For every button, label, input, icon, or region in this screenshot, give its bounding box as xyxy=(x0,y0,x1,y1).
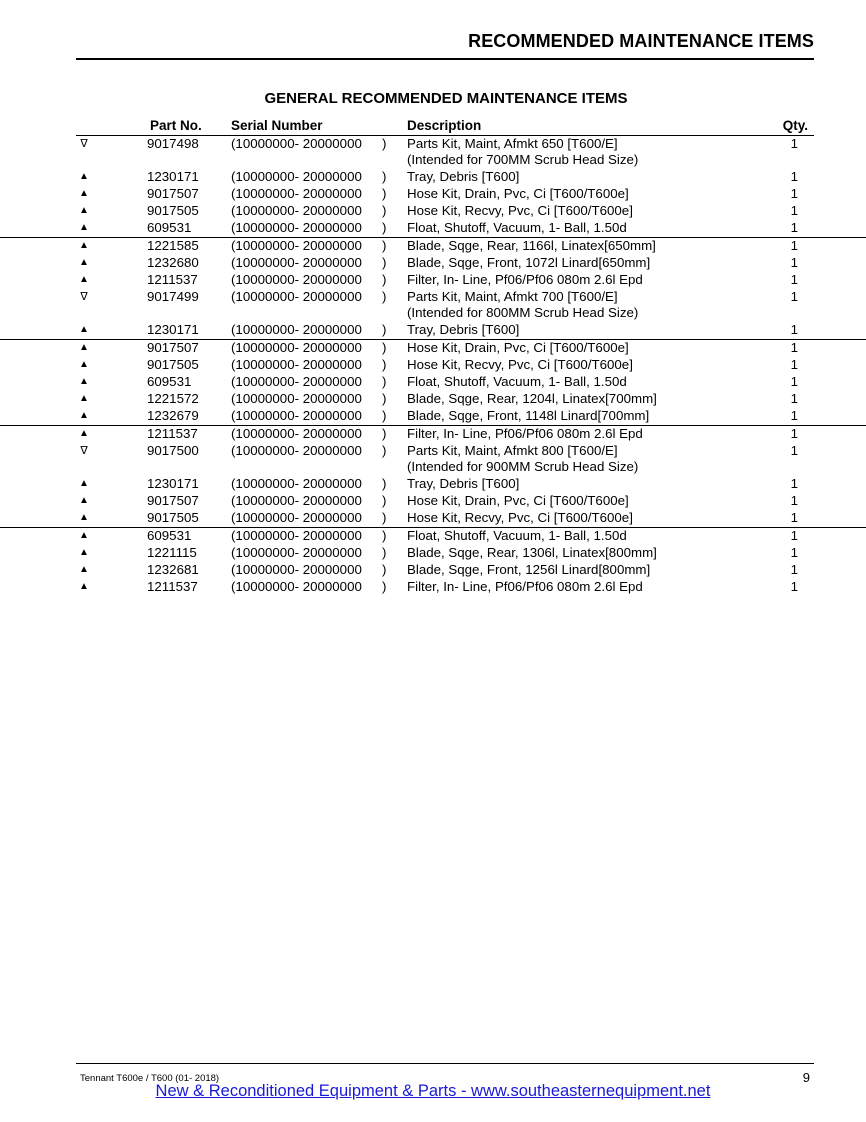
table-row xyxy=(0,545,866,562)
serial-number-range: (10000000- 20000000 xyxy=(231,528,362,543)
serial-closing-paren: ) xyxy=(382,255,387,270)
description-line: Parts Kit, Maint, Afmkt 800 [T600/E] xyxy=(407,443,618,458)
serial-closing-paren: ) xyxy=(382,493,387,508)
part-number: 609531 xyxy=(147,528,192,543)
table-row xyxy=(0,272,866,289)
serial-number-range: (10000000- 20000000 xyxy=(231,426,362,441)
part-number: 1230171 xyxy=(147,322,199,337)
row-marker: ▲ xyxy=(79,581,89,592)
serial-closing-paren: ) xyxy=(382,322,387,337)
row-marker: ▲ xyxy=(79,547,89,558)
description: Hose Kit, Recvy, Pvc, Ci [T600/T600e] xyxy=(407,203,633,218)
quantity: 1 xyxy=(790,238,798,253)
table-row xyxy=(0,391,866,408)
row-marker: ▲ xyxy=(79,205,89,216)
row-marker: ∇ xyxy=(80,138,88,150)
serial-closing-paren: ) xyxy=(382,169,387,184)
quantity: 1 xyxy=(790,203,798,218)
description-line: Parts Kit, Maint, Afmkt 700 [T600/E] xyxy=(407,289,618,304)
column-header-part-no: Part No. xyxy=(150,118,202,133)
description xyxy=(407,443,638,475)
row-marker: ▲ xyxy=(79,171,89,182)
quantity: 1 xyxy=(790,562,798,577)
page-number: 9 xyxy=(802,1070,810,1085)
serial-closing-paren: ) xyxy=(382,357,387,372)
serial-number-range: (10000000- 20000000 xyxy=(231,579,362,594)
quantity: 1 xyxy=(790,255,798,270)
serial-closing-paren: ) xyxy=(382,340,387,355)
description-line: Parts Kit, Maint, Afmkt 650 [T600/E] xyxy=(407,136,618,151)
description xyxy=(407,289,638,321)
table-row xyxy=(0,136,866,169)
table-row xyxy=(0,510,866,527)
quantity: 1 xyxy=(790,220,798,235)
part-number: 9017507 xyxy=(147,340,199,355)
row-marker: ▲ xyxy=(79,257,89,268)
serial-number-range: (10000000- 20000000 xyxy=(231,408,362,423)
table-row xyxy=(0,203,866,220)
serial-number-range: (10000000- 20000000 xyxy=(231,220,362,235)
table-row xyxy=(0,408,866,425)
serial-number-range: (10000000- 20000000 xyxy=(231,545,362,560)
row-marker: ∇ xyxy=(80,445,88,457)
serial-number-range: (10000000- 20000000 xyxy=(231,289,362,304)
serial-closing-paren: ) xyxy=(382,289,387,304)
row-marker: ▲ xyxy=(79,478,89,489)
row-marker: ▲ xyxy=(79,324,89,335)
description: Blade, Sqge, Front, 1072l Linard[650mm] xyxy=(407,255,651,270)
table-row xyxy=(0,220,866,237)
quantity: 1 xyxy=(790,579,798,594)
description: Blade, Sqge, Front, 1256l Linard[800mm] xyxy=(407,562,651,577)
description: Filter, In- Line, Pf06/Pf06 080m 2.6l Epd xyxy=(407,579,643,594)
quantity: 1 xyxy=(790,289,798,304)
footer-doc-info: Tennant T600e / T600 (01- 2018) xyxy=(80,1073,220,1084)
footer-divider xyxy=(76,1063,814,1064)
quantity: 1 xyxy=(790,510,798,525)
row-marker: ▲ xyxy=(79,564,89,575)
description: Tray, Debris [T600] xyxy=(407,169,520,184)
quantity: 1 xyxy=(790,391,798,406)
serial-closing-paren: ) xyxy=(382,408,387,423)
row-marker: ▲ xyxy=(79,428,89,439)
description: Float, Shutoff, Vacuum, 1- Ball, 1.50d xyxy=(407,528,627,543)
part-number: 1232680 xyxy=(147,255,199,270)
part-number: 9017505 xyxy=(147,357,199,372)
serial-closing-paren: ) xyxy=(382,136,387,151)
serial-number-range: (10000000- 20000000 xyxy=(231,169,362,184)
description xyxy=(407,136,638,168)
quantity: 1 xyxy=(790,322,798,337)
table-row xyxy=(0,579,866,596)
serial-closing-paren: ) xyxy=(382,220,387,235)
serial-number-range: (10000000- 20000000 xyxy=(231,562,362,577)
serial-closing-paren: ) xyxy=(382,579,387,594)
serial-closing-paren: ) xyxy=(382,186,387,201)
table-row xyxy=(0,322,866,339)
column-header-serial-number: Serial Number xyxy=(231,118,323,133)
description: Blade, Sqge, Front, 1148l Linard[700mm] xyxy=(407,408,650,423)
serial-number-range: (10000000- 20000000 xyxy=(231,510,362,525)
part-number: 1211537 xyxy=(147,272,198,287)
serial-number-range: (10000000- 20000000 xyxy=(231,443,362,458)
serial-number-range: (10000000- 20000000 xyxy=(231,136,362,151)
row-marker: ▲ xyxy=(79,393,89,404)
header-divider xyxy=(76,58,814,60)
table-row xyxy=(0,374,866,391)
part-number: 1221585 xyxy=(147,238,199,253)
part-number: 1230171 xyxy=(147,169,199,184)
row-marker: ▲ xyxy=(79,240,89,251)
row-marker: ▲ xyxy=(79,512,89,523)
table-row xyxy=(0,357,866,374)
part-number: 1221115 xyxy=(147,545,197,560)
table-row xyxy=(0,476,866,493)
quantity: 1 xyxy=(790,493,798,508)
serial-number-range: (10000000- 20000000 xyxy=(231,272,362,287)
serial-closing-paren: ) xyxy=(382,374,387,389)
table-row xyxy=(0,186,866,203)
part-number: 1232679 xyxy=(147,408,199,423)
quantity: 1 xyxy=(790,272,798,287)
serial-number-range: (10000000- 20000000 xyxy=(231,186,362,201)
part-number: 9017500 xyxy=(147,443,199,458)
page-header-title: RECOMMENDED MAINTENANCE ITEMS xyxy=(468,31,814,51)
serial-number-range: (10000000- 20000000 xyxy=(231,391,362,406)
quantity: 1 xyxy=(790,426,798,441)
part-number: 1211537 xyxy=(147,426,198,441)
row-marker: ▲ xyxy=(79,274,89,285)
description-note: (Intended for 800MM Scrub Head Size) xyxy=(407,305,639,320)
serial-closing-paren: ) xyxy=(382,391,387,406)
description: Float, Shutoff, Vacuum, 1- Ball, 1.50d xyxy=(407,220,627,235)
part-number: 1232681 xyxy=(147,562,199,577)
description: Hose Kit, Recvy, Pvc, Ci [T600/T600e] xyxy=(407,510,633,525)
serial-closing-paren: ) xyxy=(382,272,387,287)
row-marker: ▲ xyxy=(79,222,89,233)
serial-number-range: (10000000- 20000000 xyxy=(231,476,362,491)
quantity: 1 xyxy=(790,545,798,560)
parts-table xyxy=(0,136,866,596)
part-number: 9017507 xyxy=(147,186,199,201)
quantity: 1 xyxy=(790,374,798,389)
row-marker: ∇ xyxy=(80,291,88,303)
serial-closing-paren: ) xyxy=(382,203,387,218)
table-row xyxy=(0,493,866,510)
part-number: 609531 xyxy=(147,220,192,235)
description: Hose Kit, Drain, Pvc, Ci [T600/T600e] xyxy=(407,340,629,355)
quantity: 1 xyxy=(790,340,798,355)
serial-number-range: (10000000- 20000000 xyxy=(231,255,362,270)
description: Hose Kit, Drain, Pvc, Ci [T600/T600e] xyxy=(407,186,629,201)
table-row xyxy=(0,169,866,186)
row-marker: ▲ xyxy=(79,376,89,387)
description: Filter, In- Line, Pf06/Pf06 080m 2.6l Epd xyxy=(407,272,643,287)
description-note: (Intended for 900MM Scrub Head Size) xyxy=(407,459,639,474)
serial-number-range: (10000000- 20000000 xyxy=(231,322,362,337)
dealer-website-link[interactable]: New & Reconditioned Equipment & Parts - www.southeasternequipment.net xyxy=(155,1082,711,1100)
serial-number-range: (10000000- 20000000 xyxy=(231,493,362,508)
column-header-description: Description xyxy=(407,118,482,133)
quantity: 1 xyxy=(790,136,798,151)
column-header-qty: Qty. xyxy=(782,118,808,133)
description-note: (Intended for 700MM Scrub Head Size) xyxy=(407,152,639,167)
serial-closing-paren: ) xyxy=(382,426,387,441)
table-row xyxy=(0,562,866,579)
description: Tray, Debris [T600] xyxy=(407,476,520,491)
part-number: 1211537 xyxy=(147,579,198,594)
serial-number-range: (10000000- 20000000 xyxy=(231,238,362,253)
part-number: 9017507 xyxy=(147,493,199,508)
part-number: 609531 xyxy=(147,374,192,389)
serial-closing-paren: ) xyxy=(382,443,387,458)
row-marker: ▲ xyxy=(79,530,89,541)
table-row xyxy=(0,289,866,322)
description: Blade, Sqge, Rear, 1306l, Linatex[800mm] xyxy=(407,545,657,560)
part-number: 9017505 xyxy=(147,203,199,218)
table-column-headers xyxy=(0,118,866,135)
description: Hose Kit, Recvy, Pvc, Ci [T600/T600e] xyxy=(407,357,633,372)
description: Blade, Sqge, Rear, 1204l, Linatex[700mm] xyxy=(407,391,657,406)
serial-number-range: (10000000- 20000000 xyxy=(231,374,362,389)
description: Tray, Debris [T600] xyxy=(407,322,520,337)
table-row xyxy=(0,237,866,255)
quantity: 1 xyxy=(790,357,798,372)
quantity: 1 xyxy=(790,443,798,458)
serial-closing-paren: ) xyxy=(382,562,387,577)
section-title: GENERAL RECOMMENDED MAINTENANCE ITEMS xyxy=(264,90,628,107)
quantity: 1 xyxy=(790,408,798,423)
description: Blade, Sqge, Rear, 1166l, Linatex[650mm] xyxy=(407,238,656,253)
description: Float, Shutoff, Vacuum, 1- Ball, 1.50d xyxy=(407,374,627,389)
part-number: 1221572 xyxy=(147,391,199,406)
row-marker: ▲ xyxy=(79,359,89,370)
part-number: 9017498 xyxy=(147,136,199,151)
part-number: 9017505 xyxy=(147,510,199,525)
part-number: 1230171 xyxy=(147,476,199,491)
quantity: 1 xyxy=(790,186,798,201)
quantity: 1 xyxy=(790,528,798,543)
row-marker: ▲ xyxy=(79,188,89,199)
description: Filter, In- Line, Pf06/Pf06 080m 2.6l Epd xyxy=(407,426,643,441)
table-row xyxy=(0,527,866,545)
serial-number-range: (10000000- 20000000 xyxy=(231,357,362,372)
table-row xyxy=(0,339,866,357)
table-row xyxy=(0,255,866,272)
quantity: 1 xyxy=(790,169,798,184)
serial-closing-paren: ) xyxy=(382,476,387,491)
row-marker: ▲ xyxy=(79,410,89,421)
serial-number-range: (10000000- 20000000 xyxy=(231,203,362,218)
quantity: 1 xyxy=(790,476,798,491)
row-marker: ▲ xyxy=(79,495,89,506)
serial-number-range: (10000000- 20000000 xyxy=(231,340,362,355)
part-number: 9017499 xyxy=(147,289,199,304)
table-row xyxy=(0,443,866,476)
table-row xyxy=(0,425,866,443)
row-marker: ▲ xyxy=(79,342,89,353)
description: Hose Kit, Drain, Pvc, Ci [T600/T600e] xyxy=(407,493,629,508)
serial-closing-paren: ) xyxy=(382,528,387,543)
serial-closing-paren: ) xyxy=(382,510,387,525)
serial-closing-paren: ) xyxy=(382,545,387,560)
serial-closing-paren: ) xyxy=(382,238,387,253)
